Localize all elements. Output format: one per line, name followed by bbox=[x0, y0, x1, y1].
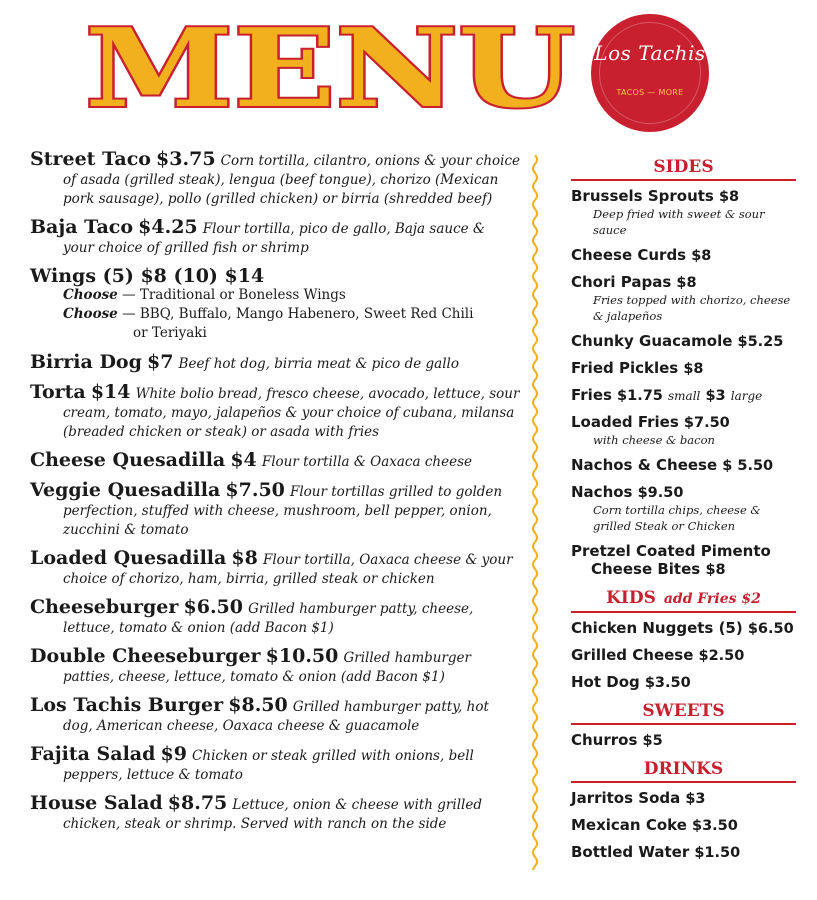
drinks-heading bbox=[571, 758, 796, 783]
item-price: $1.50 bbox=[694, 845, 741, 861]
logo-tagline: TACOS — MORE bbox=[616, 88, 684, 97]
item-price: $5 bbox=[642, 733, 663, 749]
sides-item bbox=[571, 187, 796, 238]
item-description: Grilled hamburger patty, cheese, lettuce, tomato & onion (add Bacon $1) bbox=[63, 601, 474, 636]
item-price: $8 bbox=[231, 547, 258, 569]
variant-size: large bbox=[730, 389, 763, 403]
item-name: Chicken Nuggets (5) bbox=[571, 619, 743, 637]
drinks-item bbox=[571, 843, 796, 862]
drinks-item bbox=[571, 816, 796, 835]
item-price: $4.25 bbox=[138, 216, 198, 238]
item-description: Lettuce, onion & cheese with grilled chicken, steak or shrimp. Served with ranch on the side bbox=[63, 797, 482, 832]
kids-item bbox=[571, 646, 796, 665]
item-description: with cheese & bacon bbox=[593, 433, 715, 447]
item-description: Chicken or steak grilled with onions, bell peppers, lettuce & tomato bbox=[63, 748, 474, 783]
item-price: $8 bbox=[676, 275, 697, 291]
sides-item bbox=[571, 273, 796, 324]
menu-item bbox=[30, 218, 520, 257]
item-description: Corn tortilla chips, cheese & grilled Steak or Chicken bbox=[593, 503, 761, 533]
item-description: Grilled hamburger patties, cheese, lettuce, tomato & onion (add Bacon $1) bbox=[63, 650, 472, 685]
item-name: Loaded Quesadilla bbox=[30, 547, 227, 569]
option-label: Choose bbox=[63, 306, 118, 322]
menu-item bbox=[30, 481, 520, 539]
item-name: Baja Taco bbox=[30, 216, 134, 238]
item-description: Flour tortilla & Oaxaca cheese bbox=[261, 454, 472, 470]
sides-item bbox=[571, 359, 796, 378]
menu-item bbox=[30, 451, 520, 471]
sweets-heading-text: SWEETS bbox=[642, 701, 725, 721]
item-description: Fries topped with chorizo, cheese & jalapeños bbox=[593, 293, 791, 323]
menu-item bbox=[30, 267, 520, 343]
item-description: Grilled hamburger patty, hot dog, American cheese, Oaxaca cheese & guacamole bbox=[63, 699, 489, 734]
item-price: $3.50 bbox=[692, 818, 738, 834]
item-name-line2 bbox=[571, 560, 796, 579]
item-name: Fried Pickles bbox=[571, 359, 679, 377]
item-description: Flour tortilla, Oaxaca cheese & your choice of chorizo, ham, birria, grilled steak or chicken bbox=[63, 552, 513, 587]
side-menu-column bbox=[571, 156, 796, 870]
option-label: Choose bbox=[63, 287, 118, 303]
item-name: Torta bbox=[30, 381, 86, 403]
kids-item bbox=[571, 673, 796, 692]
item-name: Chunky Guacamole bbox=[571, 332, 733, 350]
item-name: Birria Dog bbox=[30, 351, 142, 373]
item-name: Los Tachis Burger bbox=[30, 694, 224, 716]
menu-item bbox=[30, 794, 520, 833]
item-name: Mexican Coke bbox=[571, 816, 687, 834]
item-description: Beef hot dog, birria meat & pico de gallo bbox=[178, 356, 459, 372]
sides-item bbox=[571, 456, 796, 475]
item-name: Wings (5) $8 (10) $14 bbox=[30, 265, 265, 287]
item-name: Double Cheeseburger bbox=[30, 645, 261, 667]
menu-item bbox=[30, 353, 520, 373]
item-price: $7.50 bbox=[683, 415, 730, 431]
item-name: Loaded Fries bbox=[571, 413, 679, 431]
sweets-item bbox=[571, 731, 796, 750]
menu-item bbox=[30, 647, 520, 686]
item-name-cont: Cheese Bites bbox=[591, 560, 701, 578]
item-name: Bottled Water bbox=[571, 843, 690, 861]
item-name: Veggie Quesadilla bbox=[30, 479, 221, 501]
item-name: Jarritos Soda bbox=[571, 789, 681, 807]
sides-item bbox=[571, 413, 796, 448]
sides-item bbox=[571, 542, 796, 579]
wavy-divider bbox=[528, 155, 542, 870]
item-name: Street Taco bbox=[30, 148, 151, 170]
variant-size: small bbox=[668, 389, 701, 403]
item-price: $6.50 bbox=[747, 621, 794, 637]
item-price: $8 bbox=[691, 248, 712, 264]
logo-ring bbox=[599, 22, 701, 124]
item-description: Flour tortillas grilled to golden perfection, stuffed with cheese, mushroom, bell pepper, onion, zucchini & tomato bbox=[63, 484, 503, 538]
item-price: $7 bbox=[146, 351, 174, 373]
item-price: $6.50 bbox=[183, 596, 243, 618]
item-price: $3 bbox=[685, 791, 706, 807]
item-option bbox=[63, 286, 520, 305]
kids-heading-text: KIDS bbox=[606, 588, 656, 608]
item-price: $8.75 bbox=[167, 792, 228, 814]
logo-name: Los Tachis bbox=[594, 41, 706, 65]
item-name: Brussels Sprouts bbox=[571, 187, 714, 205]
menu-item bbox=[30, 383, 520, 441]
item-name: Cheeseburger bbox=[30, 596, 179, 618]
kids-heading bbox=[571, 587, 796, 613]
menu-item bbox=[30, 150, 520, 208]
item-price: $9 bbox=[160, 743, 187, 765]
item-name: Cheese Curds bbox=[571, 246, 687, 264]
option-text: — Traditional or Boneless Wings bbox=[122, 287, 346, 303]
item-name: Pretzel Coated Pimento bbox=[571, 542, 771, 560]
item-name: Fries bbox=[571, 386, 612, 404]
sides-item bbox=[571, 483, 796, 534]
sweets-heading bbox=[571, 700, 796, 725]
item-price: $4 bbox=[230, 449, 257, 471]
item-name: Nachos bbox=[571, 483, 633, 501]
item-name: Nachos & Cheese bbox=[571, 456, 718, 474]
item-price: $5.25 bbox=[737, 334, 784, 350]
variant-price: $3 bbox=[705, 388, 726, 404]
item-description: Deep fried with sweet & sour sauce bbox=[593, 207, 765, 237]
sides-item bbox=[571, 386, 796, 405]
drinks-heading-text: DRINKS bbox=[643, 759, 724, 779]
item-name: Fajita Salad bbox=[30, 743, 156, 765]
item-name: Hot Dog bbox=[571, 673, 640, 691]
sides-item bbox=[571, 332, 796, 351]
item-price: $8 bbox=[683, 361, 704, 377]
kids-item bbox=[571, 619, 796, 638]
option-text: or Teriyaki bbox=[133, 325, 207, 341]
item-price: $10.50 bbox=[265, 645, 339, 667]
item-name: Cheese Quesadilla bbox=[30, 449, 226, 471]
item-name: Churros bbox=[571, 731, 638, 749]
item-price: $14 bbox=[90, 381, 131, 403]
menu-item bbox=[30, 696, 520, 735]
logo bbox=[591, 14, 709, 132]
item-name: Chori Papas bbox=[571, 273, 672, 291]
menu-item bbox=[30, 598, 520, 637]
main-menu-column bbox=[30, 150, 520, 843]
item-price: $ 5.50 bbox=[722, 458, 774, 474]
menu-item bbox=[30, 745, 520, 784]
menu-title bbox=[80, 18, 580, 118]
sides-heading-text: SIDES bbox=[653, 157, 714, 177]
drinks-item bbox=[571, 789, 796, 808]
item-name: Grilled Cheese bbox=[571, 646, 694, 664]
kids-subheading: add Fries $2 bbox=[663, 591, 761, 607]
variant-price: $1.75 bbox=[617, 388, 663, 404]
menu-item bbox=[30, 549, 520, 588]
item-description: Flour tortilla, pico de gallo, Baja sauce & your choice of grilled fish or shrimp bbox=[63, 221, 485, 256]
item-price: $8.50 bbox=[228, 694, 288, 716]
item-description: White bolio bread, fresco cheese, avocado, lettuce, sour cream, tomato, mayo, jalapeños & your choice of cubana, milansa (breaded chicken or steak) or asada with fries bbox=[63, 386, 520, 440]
item-price: $3.75 bbox=[156, 148, 216, 170]
item-price: $3.50 bbox=[644, 675, 691, 691]
item-option bbox=[63, 324, 520, 343]
item-name: House Salad bbox=[30, 792, 163, 814]
svg-text:MENU: MENU bbox=[85, 18, 575, 118]
item-price: $9.50 bbox=[637, 485, 684, 501]
sides-item bbox=[571, 246, 796, 265]
sides-heading bbox=[571, 156, 796, 181]
item-price: $8 bbox=[705, 562, 726, 578]
item-description: Corn tortilla, cilantro, onions & your choice of asada (grilled steak), lengua (beef tongue), chorizo (Mexican pork sausage), pollo (grilled chicken) or birria (shredded beef) bbox=[63, 153, 521, 207]
item-price: $7.50 bbox=[225, 479, 285, 501]
item-option bbox=[63, 305, 520, 324]
item-price: $2.50 bbox=[698, 648, 745, 664]
item-price: $8 bbox=[718, 189, 740, 205]
option-text: — BBQ, Buffalo, Mango Habenero, Sweet Red Chili bbox=[122, 306, 474, 322]
